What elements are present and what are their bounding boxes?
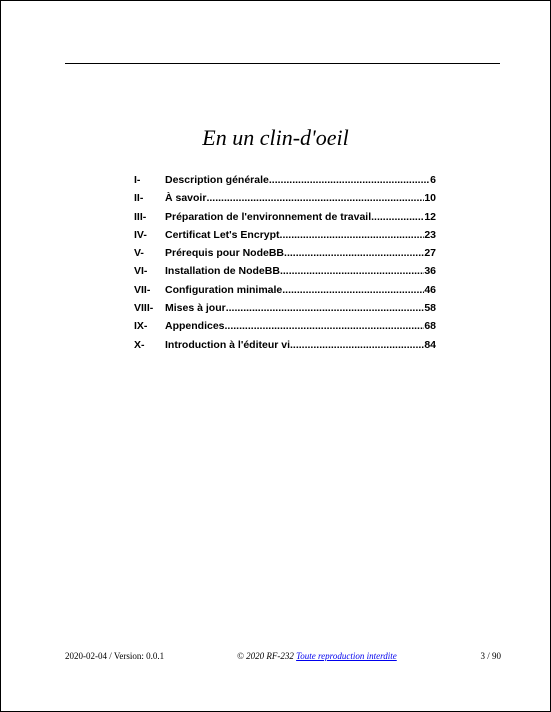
toc-title: Appendices <box>165 320 225 333</box>
toc-entry-5[interactable] <box>134 244 436 262</box>
toc-title: Certificat Let's Encrypt <box>165 228 280 241</box>
footer-date-version: 2020-02-04 / Version: 0.0.1 <box>65 651 165 661</box>
toc-entry-1[interactable] <box>134 171 436 189</box>
toc-leader <box>226 299 425 317</box>
toc-leader <box>269 171 430 189</box>
copyright-text: © 2020 RF-232 <box>237 651 297 661</box>
toc-page-number: 58 <box>424 302 436 315</box>
toc-page-number: 12 <box>424 210 436 223</box>
toc-page-number: 27 <box>424 247 436 260</box>
toc-page-number: 23 <box>424 228 436 241</box>
toc-page-number: 68 <box>424 320 436 333</box>
toc-page-number: 46 <box>424 283 436 296</box>
toc-entry-4[interactable] <box>134 226 436 244</box>
page-title: En un clin-d'oeil <box>202 125 349 150</box>
footer-page-indicator: 3 / 90 <box>480 651 501 661</box>
toc-entry-3[interactable] <box>134 208 436 226</box>
toc-entry-6[interactable] <box>134 262 436 280</box>
toc-leader <box>290 336 424 354</box>
toc-number: IX- <box>134 320 148 333</box>
footer-copyright <box>237 650 397 662</box>
toc-title: Configuration minimale <box>165 283 283 296</box>
toc-title: À savoir <box>165 192 207 205</box>
toc-leader <box>282 281 424 299</box>
toc-number: IV- <box>134 228 147 241</box>
toc-page-number: 84 <box>424 338 436 351</box>
toc-leader <box>280 262 424 280</box>
table-of-contents <box>134 171 436 354</box>
toc-entry-8[interactable] <box>134 299 436 317</box>
toc-leader <box>206 189 424 207</box>
toc-number: VI- <box>134 265 148 278</box>
toc-entry-9[interactable] <box>134 317 436 335</box>
toc-number: VIII- <box>134 302 154 315</box>
toc-entry-10[interactable] <box>134 336 436 354</box>
toc-title: Introduction à l'éditeur vi <box>165 338 291 351</box>
toc-number: V- <box>134 247 144 260</box>
toc-number: I- <box>134 174 141 186</box>
header-rule <box>65 63 500 64</box>
reproduction-link[interactable]: Toute reproduction interdite <box>296 651 397 661</box>
toc-leader <box>284 244 424 262</box>
toc-number: II- <box>134 192 144 205</box>
toc-number: III- <box>134 210 147 223</box>
toc-page-number: 6 <box>430 174 436 186</box>
toc-title: Prérequis pour NodeBB <box>165 247 285 260</box>
toc-leader <box>371 208 424 226</box>
toc-title: Installation de NodeBB <box>165 265 280 278</box>
toc-leader <box>225 317 425 335</box>
toc-page-number: 36 <box>424 265 436 278</box>
toc-leader <box>280 226 425 244</box>
toc-entry-2[interactable] <box>134 189 436 207</box>
toc-title: Préparation de l'environnement de travail <box>165 210 372 223</box>
toc-number: X- <box>134 338 145 351</box>
toc-title: Mises à jour <box>165 302 226 315</box>
toc-entry-7[interactable] <box>134 281 436 299</box>
toc-page-number: 10 <box>424 192 436 205</box>
toc-number: VII- <box>134 283 151 296</box>
page-footer <box>65 650 501 662</box>
toc-title: Description générale <box>165 174 269 186</box>
